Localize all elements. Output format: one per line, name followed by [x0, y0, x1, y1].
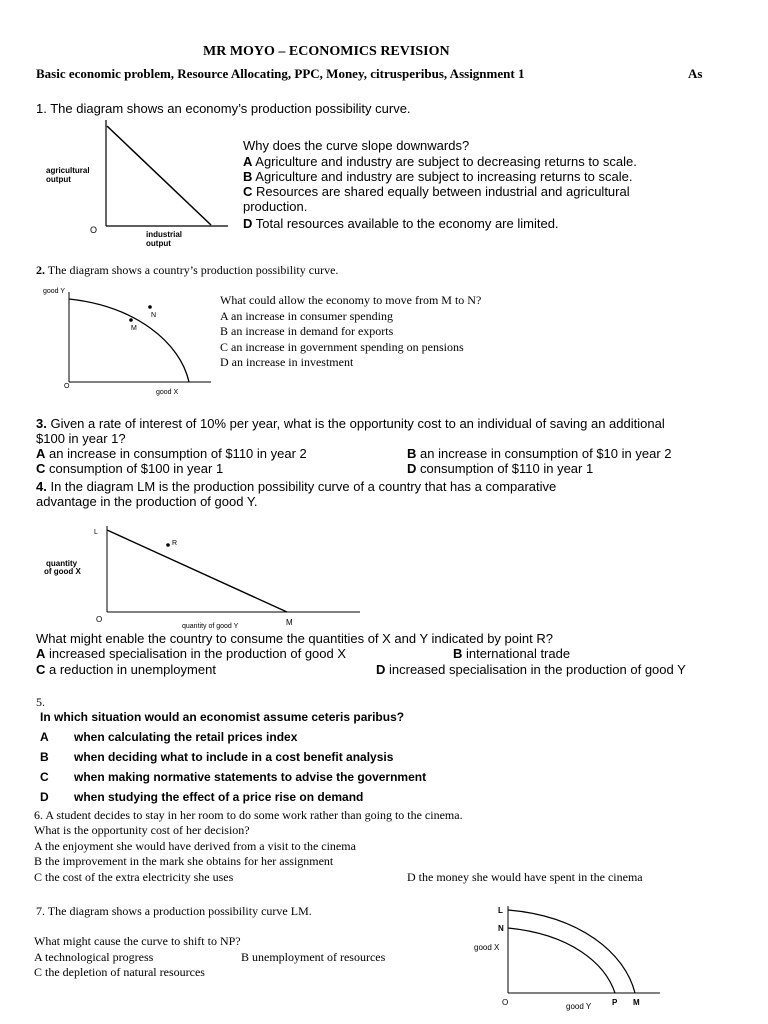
q7-point-n: N — [498, 924, 504, 933]
q1-option: B Agriculture and industry are subject to increasing returns to scale. — [243, 169, 633, 184]
q2-option: B an increase in demand for exports — [220, 324, 394, 338]
q5-option-text: when deciding what to include in a cost benefit analysis — [74, 750, 394, 764]
q5-option-letter: C — [40, 770, 49, 784]
q1-option: C Resources are shared equally between industrial and agricultural — [243, 184, 630, 199]
q4-option-b: B international trade — [453, 646, 571, 661]
q4-stem-2: advantage in the production of good Y. — [36, 494, 258, 509]
q7-option-a: A technological progress — [34, 950, 154, 964]
q7-curve-lm — [508, 910, 635, 993]
q1-option-continued: production. — [243, 199, 308, 214]
q7-question: What might cause the curve to shift to NP? — [34, 934, 241, 948]
q2-question: What could allow the economy to move from M to N? — [220, 293, 482, 307]
q1-ppc-graph — [38, 120, 238, 250]
q4-point-r-dot — [166, 543, 170, 547]
q5-option-text: when calculating the retail prices index — [74, 730, 298, 744]
q1-option: D Total resources available to the economy are limited. — [243, 216, 559, 231]
q1-origin: O — [90, 225, 98, 235]
q2-option: D an increase in investment — [220, 355, 354, 369]
q4-ppc-graph — [36, 512, 366, 622]
q7-x-label: good Y — [566, 1002, 592, 1011]
q1-option: A Agriculture and industry are subject to decreasing returns to scale. — [243, 154, 637, 169]
page-title: MR MOYO – ECONOMICS REVISION — [203, 44, 450, 59]
q3-option-a: A an increase in consumption of $110 in year 2 — [36, 446, 307, 461]
q1-question: Why does the curve slope downwards? — [243, 138, 470, 153]
q4-x-label: quantity of good Y — [182, 623, 239, 630]
q2-stem: 2. The diagram shows a country’s production possibility curve. — [36, 263, 339, 277]
q3-stem-1: 3. Given a rate of interest of 10% per year, what is the opportunity cost to an individual of saving an additional — [36, 416, 665, 431]
q7-point-p: P — [612, 998, 618, 1007]
q7-option-b: B unemployment of resources — [241, 950, 386, 964]
q1-y-label-2: output — [46, 175, 71, 184]
q2-option: C an increase in government spending on pensions — [220, 340, 464, 354]
q7-origin: O — [502, 998, 509, 1007]
q2-origin: O — [64, 383, 70, 390]
q6-stem: 6. A student decides to stay in her room to do some work rather than going to the cinema. — [34, 808, 463, 822]
q1-x-label-2: output — [146, 239, 171, 248]
q5-option-text: when studying the effect of a price rise on demand — [74, 790, 364, 804]
q6-question: What is the opportunity cost of her decision? — [34, 823, 250, 837]
q3-option-d: D consumption of $110 in year 1 — [407, 461, 594, 476]
q6-option-c: C the cost of the extra electricity she uses — [34, 870, 234, 884]
q4-origin: O — [96, 615, 103, 624]
q1-y-label-1: agricultural — [46, 166, 90, 175]
q4-point-r: R — [172, 540, 178, 547]
q3-stem-2: $100 in year 1? — [36, 431, 126, 446]
q7-point-m: M — [633, 998, 640, 1007]
q4-option-a: A increased specialisation in the production of good X — [36, 646, 347, 661]
page-subtitle: Basic economic problem, Resource Allocating, PPC, Money, citrusperibus, Assignment 1 — [36, 66, 525, 81]
q4-ppc-line — [107, 530, 287, 612]
q3-option-c: C consumption of $100 in year 1 — [36, 461, 224, 476]
q6-option-a: A the enjoyment she would have derived from a visit to the cinema — [34, 839, 356, 853]
q3-option-b: B an increase in consumption of $10 in year 2 — [407, 446, 672, 461]
q7-point-l: L — [498, 906, 503, 915]
q7-y-label: good X — [474, 943, 500, 952]
q5-option-letter: D — [40, 790, 49, 804]
page-tag: As — [688, 66, 703, 81]
q4-y-label-1: quantity — [46, 559, 78, 568]
q2-y-label: good Y — [43, 288, 66, 295]
q2-ppc-curve — [69, 299, 189, 382]
q2-point-m: M — [131, 325, 137, 332]
q4-point-m: M — [286, 618, 293, 627]
q2-x-label: good X — [156, 389, 179, 396]
q7-option-c: C the depletion of natural resources — [34, 965, 205, 979]
q7-curve-np — [508, 928, 615, 993]
q2-point-n-dot — [148, 305, 152, 309]
q7-stem: 7. The diagram shows a production possibility curve LM. — [36, 904, 312, 918]
q4-stem-1: 4. In the diagram LM is the production possibility curve of a country that has a comparative — [36, 479, 557, 494]
q2-option: A an increase in consumer spending — [220, 309, 393, 323]
q4-point-l: L — [94, 529, 98, 536]
q7-ppc-graph — [490, 898, 670, 1008]
q2-point-m-dot — [129, 318, 133, 322]
q4-question: What might enable the country to consume the quantities of X and Y indicated by point R? — [36, 631, 553, 646]
q5-option-letter: B — [40, 750, 49, 764]
q1-ppc-line — [107, 126, 211, 225]
q5-number: 5. — [36, 695, 45, 709]
q4-option-d: D increased specialisation in the production of good Y — [376, 662, 686, 677]
q6-option-d: D the money she would have spent in the cinema — [407, 870, 643, 884]
q1-x-label-1: industrial — [146, 230, 183, 239]
q5-option-letter: A — [40, 730, 49, 744]
q6-option-b: B the improvement in the mark she obtains for her assignment — [34, 854, 334, 868]
q4-option-c: C a reduction in unemployment — [36, 662, 216, 677]
q4-y-label-2: of good X — [44, 567, 81, 576]
q5-question: In which situation would an economist assume ceteris paribus? — [40, 710, 405, 724]
q1-stem: 1. The diagram shows an economy’s production possibility curve. — [36, 101, 411, 116]
q2-point-n: N — [151, 312, 157, 319]
q5-option-text: when making normative statements to advise the government — [74, 770, 427, 784]
